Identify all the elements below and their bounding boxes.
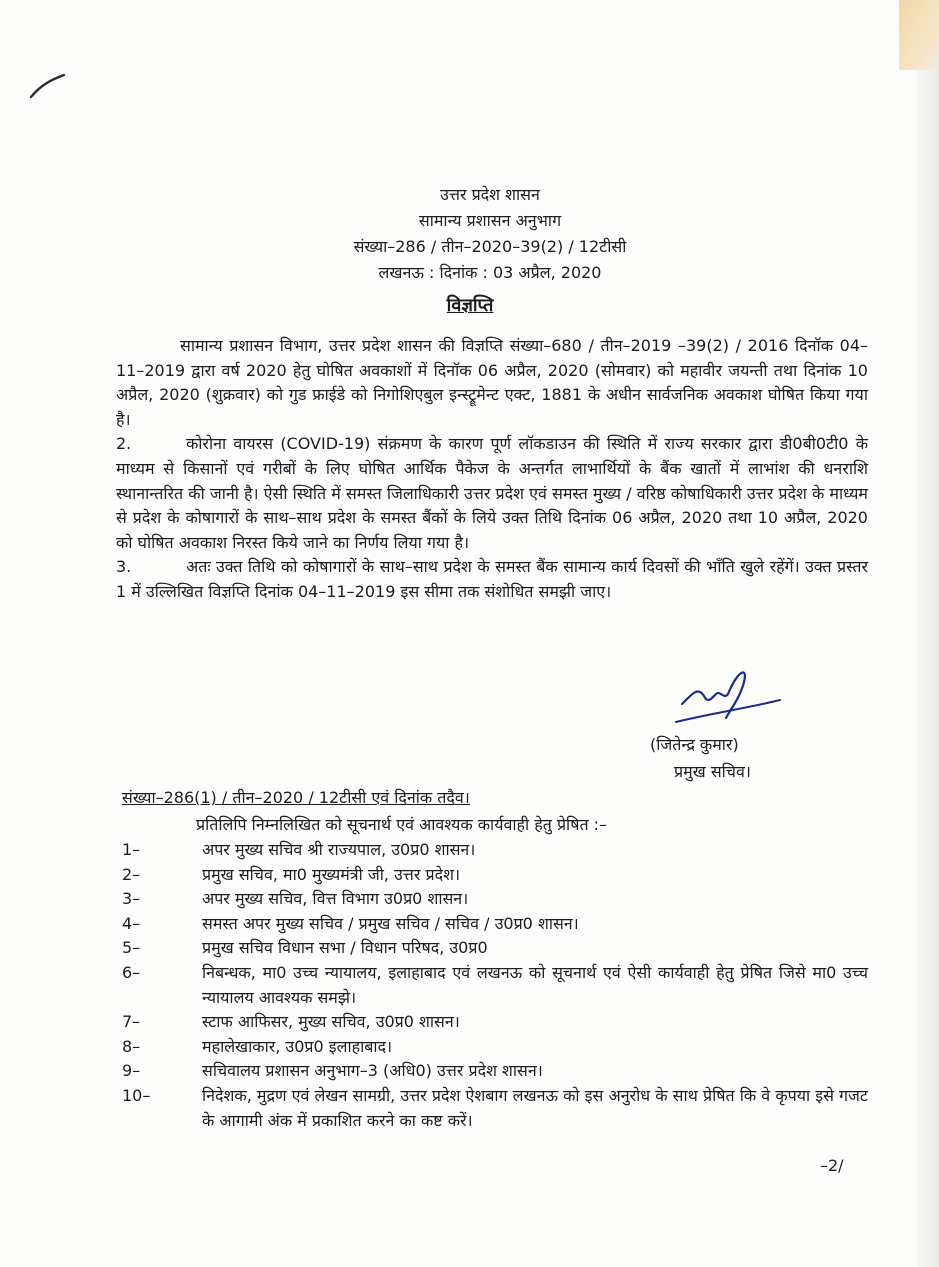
page-continuation-marker: –2/ [820,1156,844,1175]
list-item-text: अपर मुख्य सचिव, वित्त विभाग उ0प्र0 शासन। [202,889,469,909]
list-item-text: समस्त अपर मुख्य सचिव / प्रमुख सचिव / सचिव / उ0प्र0 शासन। [202,913,579,933]
header-reference-number: संख्या–286 / तीन–2020–39(2) / 12टीसी [353,237,627,256]
paragraph-3 [116,555,868,604]
list-item-text: अपर मुख्य सचिव श्री राज्यपाल, उ0प्र0 शासन। [202,840,476,859]
list-item-number: 1– [122,840,141,859]
list-item-text: निबन्धक, मा0 उच्च न्यायालय, इलाहाबाद एवं लखनऊ को सूचनार्थ एवं ऐसी कार्यवाही हेतु प्रेषित जिसे मा0 उच्च न्यायालय आवश्यक समझे। [202,962,868,1007]
list-item [122,912,868,937]
copy-reference-number: संख्या–286(1) / तीन–2020 / 12टीसी एवं दिनांक तदैव। [122,788,470,807]
list-item [122,887,868,912]
list-item-text: प्रमुख सचिव, मा0 मुख्यमंत्री जी, उत्तर प्रदेश। [202,864,461,884]
list-item [122,936,868,961]
list-item-number: 3– [122,889,141,909]
list-item-text: निदेशक, मुद्रण एवं लेखन सामग्री, उत्तर प्रदेश ऐशबाग लखनऊ को इस अनुरोध के साथ प्रेषित कि वे कृपया इसे गजट के आगामी अंक में प्रकाशित करने का कष्ट करें। [202,1085,868,1130]
notification-title: विज्ञप्ति [446,295,494,316]
list-item-number: 10– [122,1085,151,1105]
header-government: उत्तर प्रदेश शासन [440,185,540,204]
list-item [122,838,868,863]
signatory-designation: प्रमुख सचिव। [674,762,751,781]
paragraph-1-text: सामान्य प्रशासन विभाग, उत्तर प्रदेश शासन की विज्ञप्ति संख्या–680 / तीन–2019 –39(2) / 2016 दिनॉक 04–11–2019 द्वारा वर्ष 2020 हेतु घोषित अवकाशों में दिनॉक 06 अप्रैल, 2020 (सोमवार) को महावीर जयन्ती तथा दिनांक 10 अप्रैल, 2020 (शुक्रवार) को गुड फ्राईडे को निगोशिएबुल इन्स्ट्रूमेन्ट एक्ट, 1881 के अधीन सार्वजनिक अवकाश घोषित किया गया है। [116,336,868,429]
list-item-number: 8– [122,1036,141,1056]
list-item-number: 6– [122,962,141,982]
paragraph-2-text: कोरोना वायरस (COVID-19) संक्रमण के कारण पूर्ण लॉकडाउन की स्थिति में राज्य सरकार द्वारा डी0बी0टी0 के माध्यम से किसानों एवं गरीबों के लिए घोषित आर्थिक पैकेज के अन्तर्गत लाभार्थियों के बैंक खातों में लाभांश की धनराशि स्थानान्तरित की जानी है। ऐसी स्थिति में समस्त जिलाधिकारी उत्तर प्रदेश एवं समस्त मुख्य / वरिष्ठ कोषाधिकारी उत्तर प्रदेश के माध्यम से प्रदेश के कोषागारों के साथ–साथ प्रदेश के समस्त बैंकों के लिये उक्त तिथि दिनांक 06 अप्रैल, 2020 तथा 10 अप्रैल, 2020 को घोषित अवकाश निरस्त किये जाने का निर्णय लिया गया है। [116,434,868,552]
list-item [122,961,868,1010]
list-item [122,1059,868,1084]
list-item-text: सचिवालय प्रशासन अनुभाग–3 (अधि0) उत्तर प्रदेश शासन। [202,1061,543,1081]
list-item-text: प्रमुख सचिव विधान सभा / विधान परिषद, उ0प्र0 [202,938,488,958]
paragraph-3-text: अतः उक्त तिथि को कोषागारों के साथ–साथ प्रदेश के समस्त बैंक सामान्य कार्य दिवसों की भाँति खुले रहेंगें। उक्त प्रस्तर 1 में उल्लिखित विज्ञप्ति दिनांक 04–11–2019 इस सीमा तक संशोधित समझी जाए। [116,557,868,601]
paper-edge [917,0,939,1267]
list-item [122,863,868,888]
list-item-number: 9– [122,1061,141,1081]
list-item [122,1084,868,1133]
distribution-list [122,838,868,1133]
list-item-number: 5– [122,938,141,958]
list-item-text: महालेखाकार, उ0प्र0 इलाहाबाद। [202,1036,393,1056]
paper-tab [899,0,939,70]
list-item-text: स्टाफ आफिसर, मुख्य सचिव, उ0प्र0 शासन। [202,1012,460,1032]
paragraph-3-number: 3. [116,557,132,577]
list-item [122,1035,868,1060]
list-item-number: 4– [122,913,141,933]
paragraph-2-number: 2. [116,434,132,454]
paragraph-2 [116,432,868,555]
notification-body [116,334,868,605]
header-department: सामान्य प्रशासन अनुभाग [418,211,562,230]
list-item [122,1010,868,1035]
header-place-date: लखनऊ : दिनांक : 03 अप्रैल, 2020 [378,263,602,282]
paragraph-1 [116,334,868,432]
copy-intro: प्रतिलिपि निम्नलिखित को सूचनार्थ एवं आवश्यक कार्यवाही हेतु प्रेषित :– [196,815,608,834]
pen-stroke-mark [28,72,68,102]
list-item-number: 7– [122,1012,141,1032]
list-item-number: 2– [122,864,141,884]
signature-image [668,664,788,734]
signatory-name: (जितेन्द्र कुमार) [650,735,739,754]
